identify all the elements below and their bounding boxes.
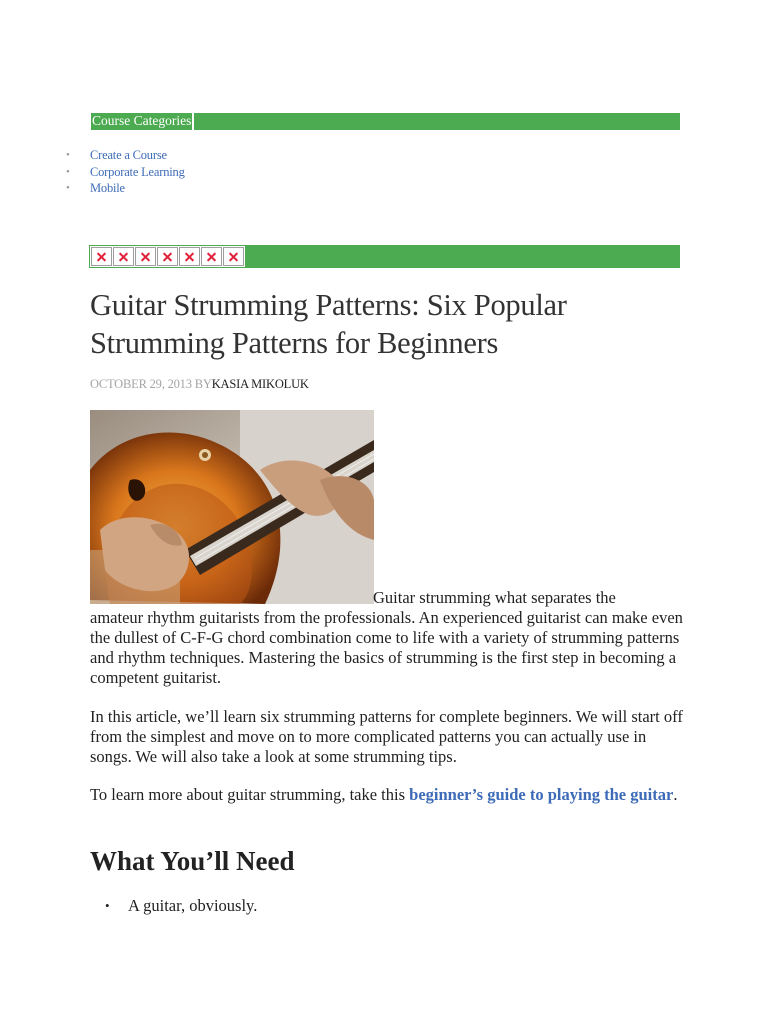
beginners-guide-link[interactable]: beginner’s guide to playing the guitar [409, 785, 674, 804]
course-categories-bar [89, 113, 680, 130]
article-date: OCTOBER 29, 2013 [90, 377, 192, 391]
byline-by: BY [194, 377, 212, 391]
broken-image-icon[interactable] [201, 247, 222, 266]
section-heading-what-youll-need: What You’ll Need [90, 846, 295, 876]
article-paragraph-3 [90, 785, 690, 805]
article-byline [90, 376, 309, 392]
guitar-photo [90, 410, 374, 604]
category-link-corporate-learning[interactable]: • Corporate Learning [66, 164, 185, 181]
share-icon-row [90, 246, 245, 267]
paragraph-3-suffix: . [673, 785, 678, 804]
course-categories-heading: Course Categories [89, 113, 194, 130]
article-author[interactable]: KASIA MIKOLUK [211, 377, 309, 391]
broken-image-icon[interactable] [179, 247, 200, 266]
category-link-mobile[interactable]: • Mobile [66, 180, 185, 197]
broken-image-icon[interactable] [135, 247, 156, 266]
broken-image-icon[interactable] [223, 247, 244, 266]
needs-list [105, 896, 257, 916]
category-link-create-course[interactable]: • Create a Course [66, 147, 185, 164]
intro-first-line: Guitar strumming what separates the [373, 588, 616, 607]
broken-image-icon[interactable] [91, 247, 112, 266]
share-icon-bar [89, 245, 680, 268]
list-item: • A guitar, obviously. [105, 896, 257, 916]
course-categories-list [66, 147, 185, 197]
broken-image-icon[interactable] [157, 247, 178, 266]
paragraph-3-prefix: To learn more about guitar strumming, take this [90, 785, 410, 804]
broken-image-icon[interactable] [113, 247, 134, 266]
article-title: Guitar Strumming Patterns: Six Popular Strumming Patterns for Beginners [90, 288, 567, 360]
intro-paragraph: amateur rhythm guitarists from the professionals. An experienced guitarist can make even the dullest of C-F-G chord combination come to life with a variety of strumming patterns and rhythm techniques. Mastering the basics of strumming is the first step in becoming a competent guitarist. [90, 608, 683, 687]
article-paragraph-2: In this article, we’ll learn six strumming patterns for complete beginners. We will start off from the simplest and move on to more complicated patterns you can actually use in songs. We will also take a look at some strumming tips. [90, 707, 683, 766]
